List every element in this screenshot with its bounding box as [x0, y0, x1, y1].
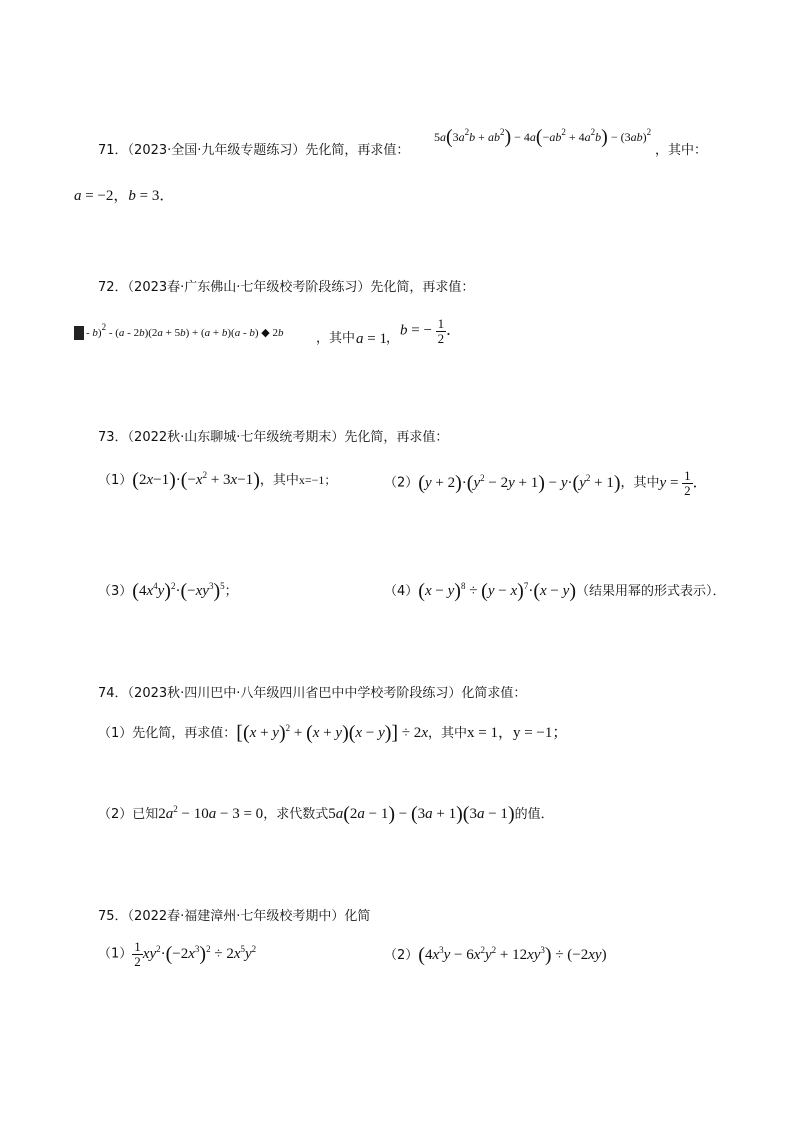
- problem-74-header: [98, 682, 526, 701]
- part-condition: x = 1，y = −1；: [467, 725, 568, 741]
- problem-instruction: 先化简，再求值：: [370, 280, 475, 295]
- problem-source: （2023·全国·九年级专题练习）: [127, 143, 306, 158]
- problem-71-values: a = −2，b = 3．: [74, 188, 175, 204]
- problem-75-part-2: $(2)(4x^3y - 6x^2y^2 + 12xy^3) \div (-2xy)$: [384, 944, 607, 966]
- part-label: （1）: [98, 726, 133, 741]
- problem-72-where: ，其中: [316, 331, 356, 346]
- part-tail: ；: [224, 584, 238, 599]
- problem-number: 72．: [98, 280, 128, 295]
- part-label: （2）: [384, 475, 419, 491]
- problem-72-expression: - b)$^2$ - (a - 2b)(2a + 5b) + (a + b)(a - b) ◆ 2b: [74, 326, 284, 340]
- problem-72-header: [98, 276, 474, 295]
- part-where: ，其中: [259, 473, 299, 488]
- problem-number: 71．: [98, 143, 128, 158]
- problem-73-part-1: $(1)(2x-1)\cdot(-x^2 + 3x-1)$，其中x=−1；: [98, 469, 337, 491]
- problem-source: （2022春·福建漳州·七年级校考期中）: [127, 909, 345, 924]
- part-label: （3）: [98, 584, 133, 599]
- problem-source: （2023春·广东佛山·七年级校考阶段练习）: [127, 280, 371, 295]
- garbled-glyph: [74, 326, 84, 340]
- problem-73-part-4: $(4)(x - y)^8 \div (y - x)^7\cdot(x - y)$（结果用幂的形式表示）．: [384, 580, 726, 602]
- part-text: 先化简，再求值：: [132, 726, 237, 741]
- problem-71-where: ，其中：: [655, 143, 708, 158]
- problem-75-part-1: （1） $\frac{1}{2}$ $xy^2\cdot(-2x^3)^2 \div 2x^5y^2$: [98, 939, 257, 969]
- problem-72-b-value: b = − $\frac{1}{2}$ ．: [400, 316, 462, 346]
- problem-number: 73．: [98, 430, 128, 445]
- problem-source: （2023秋·四川巴中·八年级四川省巴中中学校考阶段练习）: [127, 686, 462, 701]
- problem-source: （2022秋·山东聊城·七年级统考期末）: [127, 430, 345, 445]
- part-mid: ，求代数式: [263, 807, 329, 822]
- part-tail: 的值．: [514, 807, 554, 822]
- part-label: （1）: [98, 473, 133, 488]
- part-tail: （结果用幂的形式表示）．: [575, 584, 726, 599]
- part-label: （4）: [384, 584, 419, 599]
- problem-instruction: 先化简，再求值：: [305, 143, 410, 158]
- problem-73-part-3: $(3)(4x^4y)^2\cdot(-xy^3)^5$；: [98, 580, 238, 602]
- part-condition: x=−1；: [298, 473, 337, 487]
- part-label: （2）: [98, 807, 133, 822]
- part-label: （1）: [98, 946, 133, 962]
- problem-75-header: [98, 905, 370, 924]
- problem-71-header: [98, 139, 409, 158]
- problem-72-a-value: a = 1: [356, 331, 387, 347]
- part-where: ，其中: [620, 475, 660, 491]
- problem-instruction: 先化简，再求值：: [344, 430, 449, 445]
- problem-instruction: 化简求值：: [461, 686, 527, 701]
- problem-73-header: [98, 426, 448, 445]
- part-label: （2）: [384, 948, 419, 963]
- problem-instruction: 化简: [344, 909, 371, 924]
- problem-73-part-2: $(2)(y + 2)\cdot(y^2 - 2y + 1) - y\cdot(y^2 + 1)$，其中y = $\frac{1}{2}$ ．: [384, 468, 708, 498]
- problem-72-sep: ，: [386, 331, 400, 346]
- problem-number: 74．: [98, 686, 128, 701]
- part-text: 已知: [132, 807, 159, 822]
- problem-71-expression: $5a(3a^2b + ab^2) - 4a(-ab^2 + 4a^2b) - (3ab)^2$: [434, 126, 652, 148]
- problem-number: 75．: [98, 909, 128, 924]
- problem-74-part-2: （2）已知$2a^2 - 10a - 3 = 0$，求代数式5a(2a − 1) − (3a + 1)(3a − 1)的值．: [98, 803, 554, 825]
- problem-74-part-1: （1）先化简，再求值：$[(x + y)^2 + (x + y)(x - y)] \div 2x$，其中x = 1，y = −1；: [98, 722, 568, 744]
- part-where: ，其中: [427, 726, 467, 741]
